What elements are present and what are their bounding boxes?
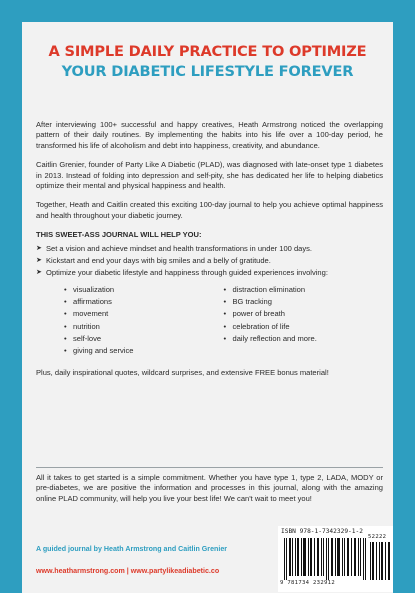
dot-icon: • [223, 321, 227, 331]
paragraph-intro: After interviewing 100+ successful and happy creatives, Heath Armstrong noticed the overlapping pattern of their daily routines. By implementing the habits into his life over a 100-day period, he transformed his life of alcoholism and debt into happiness, creativity, and abundance. [36, 120, 383, 150]
barcode-addon: 52222 [368, 534, 387, 540]
list-item: • giving and service [64, 345, 224, 357]
barcode-digits: 9 781734 232912 52222 [280, 534, 387, 586]
dot-icon: • [64, 309, 67, 319]
dot-icon: • [64, 284, 67, 294]
arrowhead-icon: ➤ [36, 257, 42, 265]
closing-paragraph: All it takes to get started is a simple commitment. Whether you have type 1, type 2, LADA, MODY or pre-diabetes, we are positive the information and processes in this journal, along with the amazing online PLAD community, will help you live your best life! We can't wait to meet you! [36, 473, 383, 503]
experience-list-right [224, 284, 384, 358]
list-item-text: Optimize your diabetic lifestyle and happiness through guided experiences involving: [46, 268, 328, 278]
list-item-text: Kickstart and end your days with big smiles and a belly of gratitude. [46, 256, 271, 266]
list-item: • nutrition [64, 321, 224, 333]
paragraph-caitlin: Caitlin Grenier, founder of Party Like A Diabetic (PLAD), was diagnosed with late-onset type 1 diabetes in 2013. Instead of folding into depression and self-pity, she has dedicated her life to helping diabetics optimize their mental and physical happiness and health. [36, 160, 383, 191]
arrowhead-icon: ➤ [36, 244, 42, 252]
list-item: • daily reflection and more. [224, 333, 384, 345]
cover-content [22, 22, 393, 593]
list-item: • movement [64, 308, 224, 320]
barcode-bars-icon [282, 538, 392, 580]
list-item [36, 256, 383, 266]
bonus-paragraph: Plus, daily inspirational quotes, wildcard surprises, and extensive FREE bonus material! [36, 367, 329, 377]
description-body [36, 120, 383, 387]
dot-icon: • [223, 309, 227, 319]
dot-icon: • [64, 334, 67, 344]
list-item: • visualization [64, 284, 224, 296]
dot-icon: • [64, 321, 67, 331]
list-item: • BG tracking [224, 296, 384, 308]
paragraph-together: Together, Heath and Caitlin created this exciting 100-day journal to help you achieve optimal happiness and health throughout your diabetic journey. [36, 200, 383, 220]
benefits-heading: THIS SWEET-ASS JOURNAL WILL HELP YOU: [36, 230, 202, 240]
list-item [36, 244, 383, 254]
list-item: • distraction elimination [224, 284, 384, 296]
list-item: • celebration of life [224, 321, 384, 333]
experience-list-left [64, 284, 224, 358]
benefits-list [36, 244, 383, 279]
isbn-barcode [278, 526, 396, 592]
headline-line-1: A SIMPLE DAILY PRACTICE TO OPTIMIZE [48, 43, 367, 60]
dot-icon: • [223, 284, 227, 294]
website-links: www.heatharmstrong.com | www.partylikeadiabetic.co [36, 567, 220, 575]
experience-columns [36, 284, 383, 358]
isbn-label: ISBN 978-1-7342329-1-2 [281, 528, 363, 535]
dot-icon: • [64, 297, 67, 307]
headline [22, 42, 393, 82]
arrowhead-icon: ➤ [36, 269, 42, 277]
author-credits: A guided journal by Heath Armstrong and Caitlin Grenier [36, 545, 228, 553]
list-item: • self-love [64, 333, 224, 345]
dot-icon: • [64, 346, 67, 356]
dot-icon: • [223, 334, 227, 344]
list-item-text: Set a vision and achieve mindset and health transformations in under 100 days. [46, 243, 312, 253]
section-divider [36, 467, 383, 468]
list-item: • affirmations [64, 296, 224, 308]
list-item [36, 268, 383, 278]
list-item: • power of breath [224, 308, 384, 320]
dot-icon: • [223, 297, 227, 307]
headline-line-2: YOUR DIABETIC LIFESTYLE FOREVER [61, 63, 354, 80]
